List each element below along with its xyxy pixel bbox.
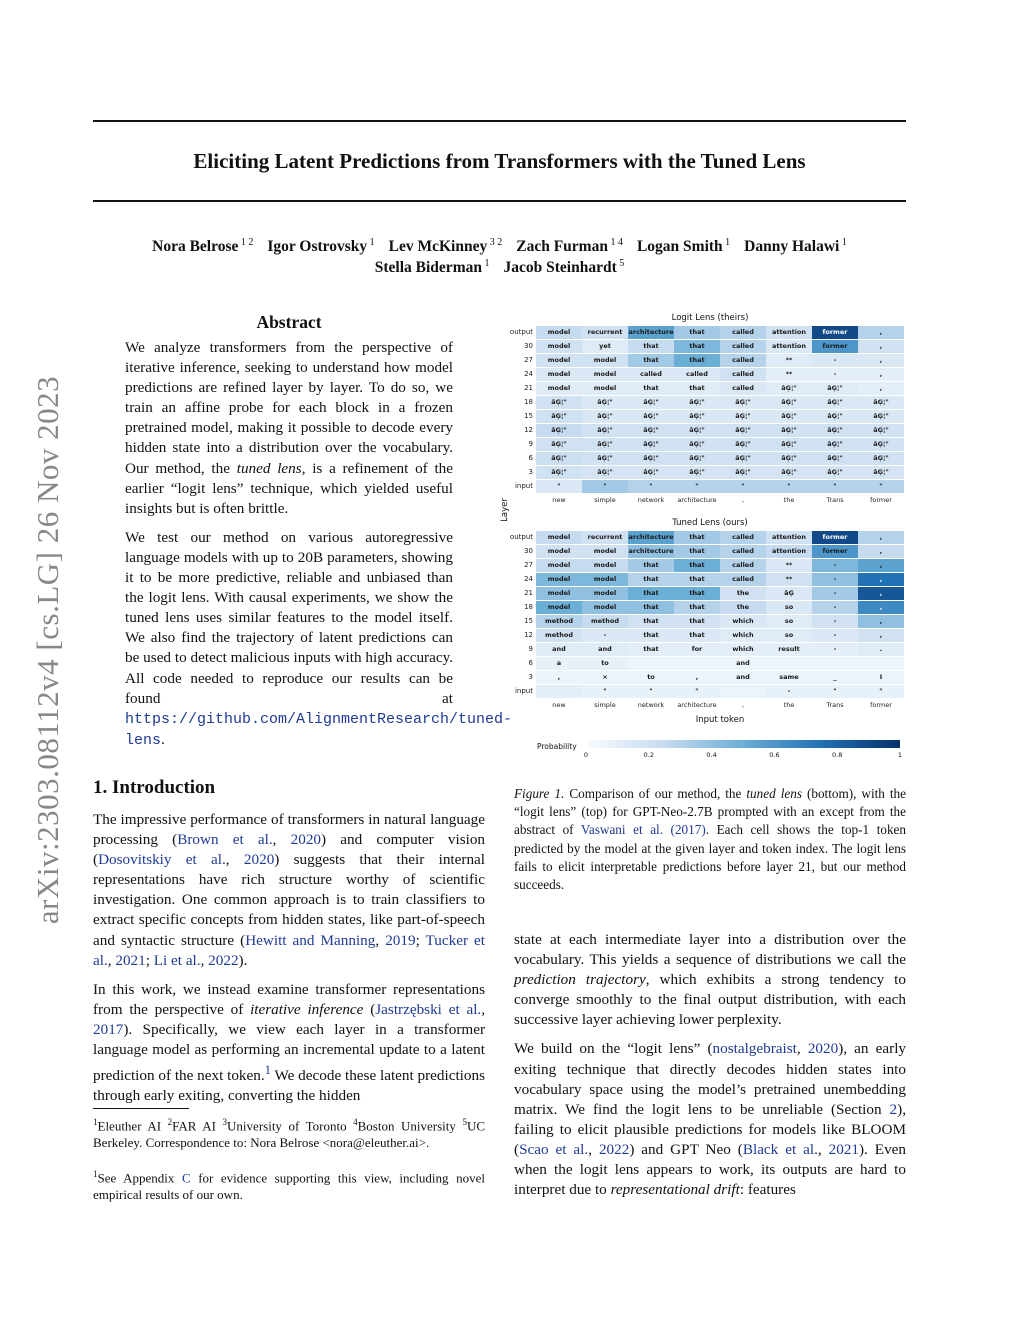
heatmap-cell: result bbox=[766, 643, 812, 656]
heatmap-cell: model bbox=[536, 573, 582, 586]
row-label: output bbox=[509, 533, 533, 541]
heatmap-cell: , bbox=[858, 326, 904, 339]
heatmap-cell: that bbox=[674, 615, 720, 628]
heatmap-cell: that bbox=[628, 340, 674, 353]
heatmap-cell: that bbox=[674, 601, 720, 614]
heatmap-cell: method bbox=[536, 629, 582, 642]
heatmap-cell: âĢ¦" bbox=[674, 438, 720, 451]
footnote-appendix: $^1$See Appendix C for evidence supporting this view, including novel empirical results of our own. bbox=[93, 1169, 485, 1202]
heatmap-cell: " bbox=[628, 685, 674, 698]
heatmap-cell: " bbox=[812, 685, 858, 698]
heatmap-cell: âĢ¦" bbox=[766, 438, 812, 451]
row-label: 27 bbox=[524, 561, 533, 569]
heatmap-cell: " bbox=[858, 480, 904, 493]
heatmap-cell: âĢ¦" bbox=[582, 424, 628, 437]
title-bottom-rule bbox=[93, 200, 906, 202]
intro-right-paragraph-2: We build on the “logit lens” (nostalgebraist, 2020), an early exiting technique that directly decodes hidden states into vocabulary space using the model’s pretrained unembedding matrix. We find the logit lens to be unreliable (Section 2), failing to elicit plausible predictions for models like BLOOM (Scao et al., 2022) and GPT Neo (Black et al., 2021). Even when the logit lens appears to work, its outputs are hard to interpret due to representational drift: features bbox=[514, 1040, 907, 1199]
heatmap-cell bbox=[766, 657, 812, 670]
row-label: 18 bbox=[524, 398, 533, 406]
row-label: 15 bbox=[524, 412, 533, 420]
figure-1 bbox=[499, 310, 915, 770]
heatmap-cell: called bbox=[720, 545, 766, 558]
heatmap-cell: âĢ¦" bbox=[628, 438, 674, 451]
heatmap-cell: called bbox=[720, 326, 766, 339]
heatmap-cell: , bbox=[858, 531, 904, 544]
heatmap-cell: to bbox=[628, 671, 674, 684]
heatmap-cell: âĢ¦" bbox=[720, 424, 766, 437]
row-label: 27 bbox=[524, 356, 533, 364]
colorbar-label: Probability bbox=[537, 742, 577, 751]
row-label: output bbox=[509, 328, 533, 336]
heatmap-cell: , bbox=[858, 368, 904, 381]
intro-paragraph-2: In this work, we instead examine transformer representations from the perspective of iterative inference (Jastrzębski et al., 2017). Specifically, we view each layer in a transformer language model as performing an incremental update to a latent prediction of the next token.$^1$ We decode these latent predictions through early exiting, converting the hidden bbox=[93, 980, 486, 1105]
heatmap-cell: that bbox=[628, 615, 674, 628]
colorbar-tick: 1 bbox=[897, 751, 903, 759]
heatmap-cell bbox=[720, 685, 766, 698]
heatmap-cell: to bbox=[582, 657, 628, 670]
heatmap-cell: âĢ¦" bbox=[720, 452, 766, 465]
author-name: Nora Belrose $^{1 2}$ bbox=[152, 237, 254, 256]
heatmap-cell: âĢ¦" bbox=[582, 438, 628, 451]
heatmap-cell: that bbox=[628, 559, 674, 572]
author-name: Lev McKinney $^{3 2}$ bbox=[388, 237, 503, 256]
column-label: network bbox=[637, 701, 665, 709]
heatmap-cell: attention bbox=[766, 340, 812, 353]
row-label: 3 bbox=[528, 673, 533, 681]
heatmap-cell: recurrent bbox=[582, 326, 628, 339]
column-label: network bbox=[637, 496, 665, 504]
heatmap-cell: that bbox=[674, 326, 720, 339]
heatmap-cell: that bbox=[628, 354, 674, 367]
heatmap-cell: âĢ¦" bbox=[812, 396, 858, 409]
row-label: 6 bbox=[528, 454, 533, 462]
panel-title: Tuned Lens (ours) bbox=[672, 518, 748, 528]
heatmap-cell: so bbox=[766, 601, 812, 614]
heatmap-cell: that bbox=[674, 354, 720, 367]
heatmap-cell: âĢ¦" bbox=[766, 466, 812, 479]
heatmap-cell: âĢ¦" bbox=[812, 382, 858, 395]
column-label: former bbox=[870, 496, 892, 504]
author-name: Stella Biderman $^1$ bbox=[374, 258, 490, 277]
heatmap-cell: called bbox=[720, 368, 766, 381]
heatmap-cell: ** bbox=[766, 573, 812, 586]
heatmap-cell: âĢ¦" bbox=[766, 396, 812, 409]
heatmap-cell: called bbox=[674, 368, 720, 381]
row-label: input bbox=[514, 482, 533, 490]
heatmap-cell: âĢ¦" bbox=[582, 466, 628, 479]
heatmap-cell: model bbox=[582, 545, 628, 558]
heatmap-cell: âĢ¦" bbox=[582, 396, 628, 409]
heatmap-cell: âĢ¦" bbox=[858, 466, 904, 479]
row-label: 24 bbox=[524, 575, 533, 583]
heatmap-cell: attention bbox=[766, 531, 812, 544]
footnote-affiliations: $^1$Eleuther AI $^2$FAR AI $^3$University of Toronto $^4$Boston University $^5$UC Berkeley. Correspondence to: Nora Belrose <nora@eleuther.ai>. bbox=[93, 1117, 485, 1150]
heatmap-cell: , bbox=[858, 573, 904, 586]
heatmap-cell: - bbox=[582, 629, 628, 642]
heatmap-cell: âĢ¦" bbox=[720, 410, 766, 423]
heatmap-cell: model bbox=[582, 573, 628, 586]
column-label: , bbox=[741, 701, 745, 709]
heatmap-cell: âĢ¦" bbox=[720, 438, 766, 451]
heatmap-cell: âĢ¦" bbox=[858, 452, 904, 465]
heatmap-cell: âĢ¦" bbox=[536, 396, 582, 409]
heatmap-cell: so bbox=[766, 629, 812, 642]
heatmap-cell: âĢ¦" bbox=[720, 466, 766, 479]
heatmap-cell: , bbox=[536, 671, 582, 684]
heatmap-cell: model bbox=[582, 559, 628, 572]
heatmap-cell: âĢ¦" bbox=[720, 396, 766, 409]
heatmap-cell: I bbox=[858, 671, 904, 684]
heatmap-cell: and bbox=[536, 643, 582, 656]
heatmap-cell: - bbox=[812, 615, 858, 628]
heatmap-cell: âĢ¦" bbox=[536, 424, 582, 437]
heatmap-cell bbox=[536, 685, 582, 698]
row-label: 15 bbox=[524, 617, 533, 625]
heatmap-cell: former bbox=[812, 531, 858, 544]
colorbar-tick: 0.4 bbox=[706, 751, 717, 759]
heatmap-cell: called bbox=[720, 573, 766, 586]
heatmap-cell: model bbox=[536, 354, 582, 367]
colorbar-tick: 0.2 bbox=[643, 751, 654, 759]
heatmap-cell: that bbox=[674, 545, 720, 558]
heatmap-cell: the bbox=[720, 601, 766, 614]
heatmap-cell: called bbox=[628, 368, 674, 381]
heatmap-cell: that bbox=[628, 587, 674, 600]
author-name: Danny Halawi $^1$ bbox=[744, 237, 847, 256]
author-name: Jacob Steinhardt $^5$ bbox=[503, 258, 625, 277]
heatmap-cell: âĢ¦" bbox=[766, 452, 812, 465]
heatmap-cell: architecture bbox=[628, 545, 674, 558]
heatmap-cell: âĢ¦" bbox=[812, 438, 858, 451]
column-label: former bbox=[870, 701, 892, 709]
heatmap-cell: that bbox=[628, 601, 674, 614]
heatmap-cell: " bbox=[766, 480, 812, 493]
column-label: Trans bbox=[826, 701, 844, 709]
column-label: the bbox=[783, 701, 795, 709]
heatmap-cell: , bbox=[858, 615, 904, 628]
heatmap-cell: model bbox=[582, 382, 628, 395]
heatmap-cell: for bbox=[674, 643, 720, 656]
heatmap-cell bbox=[674, 657, 720, 670]
heatmap-cell: " bbox=[582, 480, 628, 493]
heatmap-cell: that bbox=[674, 382, 720, 395]
abstract-body bbox=[125, 338, 513, 760]
heatmap-cell: - bbox=[766, 685, 812, 698]
heatmap-cell: . bbox=[858, 643, 904, 656]
heatmap-cell: × bbox=[582, 671, 628, 684]
row-label: 12 bbox=[524, 631, 533, 639]
author-name: Igor Ostrovsky $^1$ bbox=[267, 237, 375, 256]
heatmap-cell: that bbox=[628, 643, 674, 656]
heatmap-cell: âĢ¦" bbox=[674, 396, 720, 409]
column-label: new bbox=[552, 496, 566, 504]
heatmap-cell: âĢ¦" bbox=[536, 466, 582, 479]
row-label: 9 bbox=[528, 440, 533, 448]
heatmap-cell: model bbox=[536, 326, 582, 339]
author-list-line-1 bbox=[93, 237, 906, 256]
heatmap-cell: architecture bbox=[628, 531, 674, 544]
column-label: simple bbox=[594, 701, 616, 709]
heatmap-cell: model bbox=[536, 601, 582, 614]
intro-right-paragraph-1: state at each intermediate layer into a distribution over the vocabulary. This yields a sequence of distributions we call the prediction trajectory, which exhibits a strong tendency to converge smoothly to the final output distribution, with each successive layer achieving lower perplexity. bbox=[514, 931, 906, 1029]
heatmap-cell: method bbox=[536, 615, 582, 628]
heatmap-cell: âĢ¦" bbox=[812, 466, 858, 479]
heatmap-cell: âĢ¦" bbox=[628, 452, 674, 465]
panel-title: Logit Lens (theirs) bbox=[671, 313, 749, 323]
arxiv-stamp: arXiv:2303.08112v4 [cs.LG] 26 Nov 2023 bbox=[30, 375, 65, 925]
abstract-paragraph-2: We test our method on various autoregressive language models with up to 20B parameters, showing it to be more predictive, reliable and unbiased than the logit lens. With causal experiments, we show the tuned lens uses similar features to the model itself. We also find the trajectory of latent predictions can be used to detect malicious inputs with high accuracy. All code needed to reproduce our results can be found at https://github.com/AlignmentResearch/tuned-lens. bbox=[125, 528, 513, 749]
heatmap-cell: ** bbox=[766, 368, 812, 381]
heatmap-cell: that bbox=[674, 531, 720, 544]
heatmap-cell: - bbox=[812, 368, 858, 381]
column-label: architecture bbox=[677, 496, 717, 504]
figure-caption: Figure 1. Comparison of our method, the tuned lens (bottom), with the “logit lens” (top) for GPT-Neo-2.7B prompted with an except from the abstract of Vaswani et al. (2017). Each cell shows the top-1 token predicted by the model at the given layer and token index. The logit lens fails to elicit interpretable predictions before layer 21, but our method succeeds. bbox=[514, 786, 906, 893]
row-label: 21 bbox=[524, 589, 533, 597]
heatmap-cell: that bbox=[674, 559, 720, 572]
row-label: 12 bbox=[524, 426, 533, 434]
heatmap-cell: âĢ¦" bbox=[812, 424, 858, 437]
heatmap-cell: - bbox=[812, 643, 858, 656]
heatmap-cell: that bbox=[628, 573, 674, 586]
heatmap-cell: model bbox=[582, 368, 628, 381]
heatmap-cell: âĢ¦" bbox=[858, 396, 904, 409]
heatmap-cell: âĢ¦" bbox=[858, 424, 904, 437]
heatmap-cell: âĢ¦" bbox=[628, 424, 674, 437]
heatmap-cell: model bbox=[582, 354, 628, 367]
row-label: input bbox=[514, 687, 533, 695]
colorbar-tick: 0 bbox=[583, 751, 589, 759]
heatmap-cell: model bbox=[536, 531, 582, 544]
heatmap-cell: - bbox=[812, 354, 858, 367]
heatmap-cell: so bbox=[766, 615, 812, 628]
top-rule bbox=[93, 120, 906, 122]
row-label: 24 bbox=[524, 370, 533, 378]
heatmap-cell: , bbox=[858, 629, 904, 642]
heatmap-cell: - bbox=[812, 587, 858, 600]
heatmap-cell: - bbox=[812, 629, 858, 642]
colorbar-tick: 0.6 bbox=[769, 751, 780, 759]
heatmap-cell: ** bbox=[766, 354, 812, 367]
row-label: 6 bbox=[528, 659, 533, 667]
heatmap-cell: model bbox=[582, 601, 628, 614]
heatmap-cell: called bbox=[720, 559, 766, 572]
heatmap-cell: model bbox=[536, 545, 582, 558]
heatmap-cell: a bbox=[536, 657, 582, 670]
introduction-heading: 1. Introduction bbox=[93, 777, 216, 798]
heatmap-cell: âĢ¦" bbox=[674, 424, 720, 437]
author-name: Logan Smith $^1$ bbox=[636, 237, 731, 256]
heatmap-cell: , bbox=[858, 340, 904, 353]
heatmap-cell: attention bbox=[766, 545, 812, 558]
heatmap-cell: and bbox=[720, 657, 766, 670]
heatmap-cell: that bbox=[674, 573, 720, 586]
heatmap-cell: , bbox=[674, 671, 720, 684]
github-link[interactable]: https://github.com/AlignmentResearch/tuned-lens bbox=[125, 710, 513, 749]
heatmap-cell: âĢ¦" bbox=[628, 396, 674, 409]
heatmap-cell: " bbox=[536, 480, 582, 493]
heatmap-cell: which bbox=[720, 615, 766, 628]
y-axis-label: Layer bbox=[499, 498, 510, 522]
author-name: Zach Furman $^{1 4}$ bbox=[516, 237, 623, 256]
heatmap-cell: " bbox=[858, 685, 904, 698]
heatmap-cell: âĢ¦" bbox=[582, 452, 628, 465]
heatmap-cell: âĢ¦" bbox=[766, 382, 812, 395]
x-axis-label: Input token bbox=[695, 715, 745, 725]
heatmap-cell: model bbox=[582, 587, 628, 600]
heatmap-cell: , bbox=[858, 587, 904, 600]
heatmap-cell: âĢ¦" bbox=[674, 410, 720, 423]
heatmap-cell: called bbox=[720, 382, 766, 395]
heatmap-cell: âĢ¦" bbox=[582, 410, 628, 423]
heatmap-cell: model bbox=[536, 382, 582, 395]
heatmap-cell: attention bbox=[766, 326, 812, 339]
row-label: 3 bbox=[528, 468, 533, 476]
heatmap-cell: âĢ¦" bbox=[674, 452, 720, 465]
heatmap-cell: , bbox=[858, 545, 904, 558]
colorbar bbox=[586, 740, 900, 748]
column-label: simple bbox=[594, 496, 616, 504]
heatmap-cell: model bbox=[536, 587, 582, 600]
heatmap-cell: , bbox=[858, 601, 904, 614]
heatmap-cell: that bbox=[628, 382, 674, 395]
heatmap-cell: âĢ¦" bbox=[766, 410, 812, 423]
heatmap-cell: recurrent bbox=[582, 531, 628, 544]
column-label: , bbox=[741, 496, 745, 504]
heatmap-cell: which bbox=[720, 643, 766, 656]
heatmap-cell: and bbox=[720, 671, 766, 684]
heatmap-cell: âĢ¦" bbox=[536, 452, 582, 465]
heatmap-cell: former bbox=[812, 545, 858, 558]
heatmap-cell: " bbox=[674, 480, 720, 493]
heatmap-cell: " bbox=[720, 480, 766, 493]
heatmap-cell bbox=[812, 657, 858, 670]
heatmap-cell: âĢ¦" bbox=[628, 410, 674, 423]
heatmap-cell: called bbox=[720, 340, 766, 353]
heatmap-cell: - bbox=[812, 573, 858, 586]
heatmap-cell: - bbox=[812, 601, 858, 614]
heatmap-cell: architecture bbox=[628, 326, 674, 339]
heatmap-cell: called bbox=[720, 531, 766, 544]
heatmap-cell: called bbox=[720, 354, 766, 367]
row-label: 30 bbox=[524, 547, 533, 555]
intro-right-column bbox=[514, 930, 906, 1209]
heatmap-cell: yet bbox=[582, 340, 628, 353]
heatmap-cell: the bbox=[720, 587, 766, 600]
heatmap-cell: and bbox=[582, 643, 628, 656]
abstract-heading: Abstract bbox=[256, 312, 322, 332]
heatmap-cell: model bbox=[536, 368, 582, 381]
heatmap-cell: method bbox=[582, 615, 628, 628]
column-label: architecture bbox=[677, 701, 717, 709]
heatmap-cell: âĢ¦" bbox=[812, 410, 858, 423]
column-label: the bbox=[783, 496, 795, 504]
heatmap-cell: model bbox=[536, 340, 582, 353]
heatmap-cell bbox=[858, 657, 904, 670]
heatmap-cell: model bbox=[536, 559, 582, 572]
heatmap-cell: - bbox=[812, 559, 858, 572]
row-label: 9 bbox=[528, 645, 533, 653]
heatmap-cell: same bbox=[766, 671, 812, 684]
column-label: new bbox=[552, 701, 566, 709]
heatmap-cell: âĢ¦" bbox=[674, 466, 720, 479]
colorbar-tick: 0.8 bbox=[832, 751, 843, 759]
row-label: 30 bbox=[524, 342, 533, 350]
heatmap-cell: ** bbox=[766, 559, 812, 572]
row-label: 21 bbox=[524, 384, 533, 392]
heatmap-cell bbox=[628, 657, 674, 670]
heatmap-cell: , bbox=[858, 559, 904, 572]
heatmap-cell: âĢ¦" bbox=[536, 410, 582, 423]
heatmap-cell: âĢ¦" bbox=[536, 438, 582, 451]
heatmap-cell: that bbox=[674, 340, 720, 353]
heatmap-cell: , bbox=[858, 354, 904, 367]
heatmap-cell: that bbox=[674, 587, 720, 600]
heatmap-cell: " bbox=[674, 685, 720, 698]
heatmap-cell: âĢ¦" bbox=[628, 466, 674, 479]
abstract-paragraph-1: We analyze transformers from the perspective of iterative inference, seeking to understand how model predictions are refined layer by layer. To do so, we train an affine probe for each block in a frozen pretrained model, making it possible to decode every hidden state into a distribution over the vocabulary. Our method, the tuned lens, is a refinement of the earlier “logit lens” technique, which yielded useful insights but is often brittle. bbox=[125, 339, 454, 517]
heatmap-cell: former bbox=[812, 340, 858, 353]
heatmap-cell: âĢ¦" bbox=[766, 424, 812, 437]
heatmap-cell: that bbox=[628, 629, 674, 642]
intro-left-column bbox=[93, 810, 485, 1115]
heatmap-cell: âĢ bbox=[766, 587, 812, 600]
heatmap-cell: former bbox=[812, 326, 858, 339]
heatmap-cell: _ bbox=[812, 671, 858, 684]
author-list-line-2 bbox=[93, 258, 906, 277]
heatmap-cell: that bbox=[674, 629, 720, 642]
heatmap-cell: âĢ¦" bbox=[858, 438, 904, 451]
row-label: 18 bbox=[524, 603, 533, 611]
heatmap-cell: " bbox=[582, 685, 628, 698]
heatmap-cell: " bbox=[628, 480, 674, 493]
column-label: Trans bbox=[826, 496, 844, 504]
heatmap-cell: " bbox=[812, 480, 858, 493]
intro-paragraph-1: The impressive performance of transformers in natural language processing (Brown et al., 2020) and computer vision (Dosovitskiy et al., 2020) suggests that their internal representations have rich structure worthy of scientific investigation. One common approach is to train classifiers to extract specific concepts from hidden states, like part-of-speech and syntactic structure (Hewitt and Manning, 2019; Tucker et al., 2021; Li et al., 2022). bbox=[93, 811, 486, 969]
heatmap-cell: âĢ¦" bbox=[858, 410, 904, 423]
heatmap-cell: âĢ¦" bbox=[812, 452, 858, 465]
heatmap-cell: which bbox=[720, 629, 766, 642]
paper-title: Eliciting Latent Predictions from Transformers with the Tuned Lens bbox=[193, 149, 806, 173]
footnote-rule bbox=[93, 1108, 189, 1109]
heatmap-cell: , bbox=[858, 382, 904, 395]
